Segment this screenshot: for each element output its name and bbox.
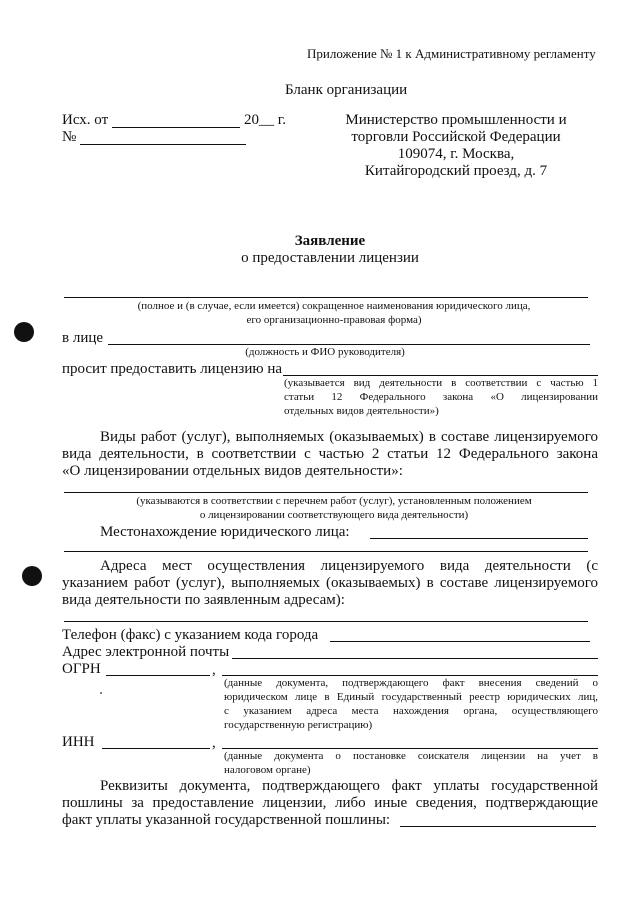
ref-date-label: Исх. от: [62, 112, 109, 128]
org-name-field[interactable]: [64, 297, 588, 298]
license-activity-field[interactable]: [283, 375, 598, 376]
addresses-paragraph-line-3: вида деятельности по заявленным адресам):: [62, 592, 345, 608]
works-paragraph-line-2: вида деятельности, в соответствии с частью 2 статьи 12 Федерального закона: [62, 446, 598, 462]
inn-hint-2: налоговом органе): [224, 764, 311, 776]
location-label: Местонахождение юридического лица:: [100, 524, 350, 540]
email-field[interactable]: [232, 658, 598, 659]
organization-blank-label: Бланк организации: [285, 82, 408, 98]
location-field-1[interactable]: [370, 538, 588, 539]
license-hint-2: статьи 12 Федерального закона «О лицензировании: [284, 391, 598, 403]
license-hint-3: отдельных видов деятельности»): [284, 405, 439, 417]
ogrn-comma: ,: [212, 662, 216, 678]
punch-hole-top-icon: [14, 322, 34, 342]
ref-year-label: 20__ г.: [244, 112, 286, 128]
works-field[interactable]: [64, 492, 588, 493]
works-hint-1: (указываются в соответствии с перечнем работ (услуг), установленным положением: [136, 495, 532, 507]
in-person-label: в лице: [62, 330, 104, 346]
document-title: Заявление: [294, 233, 366, 249]
in-person-field[interactable]: [108, 344, 590, 345]
appendix-note: Приложение № 1 к Административному регламенту: [307, 46, 596, 61]
payment-paragraph-line-2: пошлины за предоставление лицензии, либо иные сведения, подтверждающие: [62, 795, 598, 811]
ogrn-hint-1: (данные документа, подтверждающего факт внесения сведений о: [224, 677, 598, 689]
inn-label: ИНН: [62, 734, 95, 750]
location-field-2[interactable]: [64, 551, 588, 552]
payment-paragraph-line-3: факт уплаты указанной государственной пошлины:: [62, 812, 391, 828]
phone-field[interactable]: [330, 641, 590, 642]
ogrn-document-field[interactable]: [222, 675, 598, 676]
addresses-paragraph-line-1: Адреса мест осуществления лицензируемого вида деятельности (с: [100, 558, 598, 574]
inn-comma: ,: [212, 735, 216, 751]
ogrn-hint-4: государственную регистрацию): [224, 719, 373, 731]
inn-hint-1: (данные документа о постановке соискателя лицензии на учет в: [224, 750, 598, 762]
ref-number-field[interactable]: [80, 144, 246, 145]
ref-date-field[interactable]: [112, 127, 240, 128]
payment-field[interactable]: [400, 826, 596, 827]
license-hint-1: (указывается вид деятельности в соответствии с частью 1: [284, 377, 598, 389]
ref-number-label: №: [62, 129, 77, 145]
works-paragraph-line-1: Виды работ (услуг), выполняемых (оказываемых) в составе лицензируемого: [100, 429, 598, 445]
phone-label: Телефон (факс) с указанием кода города: [62, 627, 319, 643]
addressee-line-2: торговли Российской Федерации: [351, 129, 561, 145]
punch-hole-bottom-icon: [22, 566, 42, 586]
works-hint-2: о лицензировании соответствующего вида деятельности): [199, 509, 469, 521]
org-name-hint-1: (полное и (в случае, если имеется) сокращенное наименования юридического лица,: [137, 300, 531, 312]
addresses-paragraph-line-2: указанием работ (услуг), выполняемых (оказываемых) в составе лицензируемого: [62, 575, 598, 591]
addressee-line-1: Министерство промышленности и: [345, 112, 567, 128]
inn-number-field[interactable]: [102, 748, 210, 749]
ogrn-label: ОГРН: [62, 661, 101, 677]
payment-paragraph-line-1: Реквизиты документа, подтверждающего факт уплаты государственной: [100, 778, 598, 794]
addresses-field[interactable]: [64, 621, 588, 622]
email-label: Адрес электронной почты: [62, 644, 230, 660]
works-paragraph-line-3: «О лицензировании отдельных видов деятельности»:: [62, 463, 403, 479]
inn-document-field[interactable]: [222, 748, 598, 749]
speck-mark: [100, 692, 102, 694]
ogrn-hint-3: с указанием адреса места нахождения органа, осуществляющего: [224, 705, 598, 717]
org-name-hint-2: его организационно-правовая форма): [246, 314, 422, 326]
ogrn-number-field[interactable]: [106, 675, 210, 676]
ogrn-hint-2: юридическом лице в Единый государственный реестр юридических лиц,: [224, 691, 598, 703]
document-subtitle: о предоставлении лицензии: [241, 250, 419, 266]
addressee-line-3: 109074, г. Москва,: [397, 146, 515, 162]
license-request-label: просит предоставить лицензию на: [62, 361, 283, 377]
addressee-line-4: Китайгородский проезд, д. 7: [364, 163, 548, 179]
in-person-hint: (должность и ФИО руководителя): [245, 346, 405, 358]
